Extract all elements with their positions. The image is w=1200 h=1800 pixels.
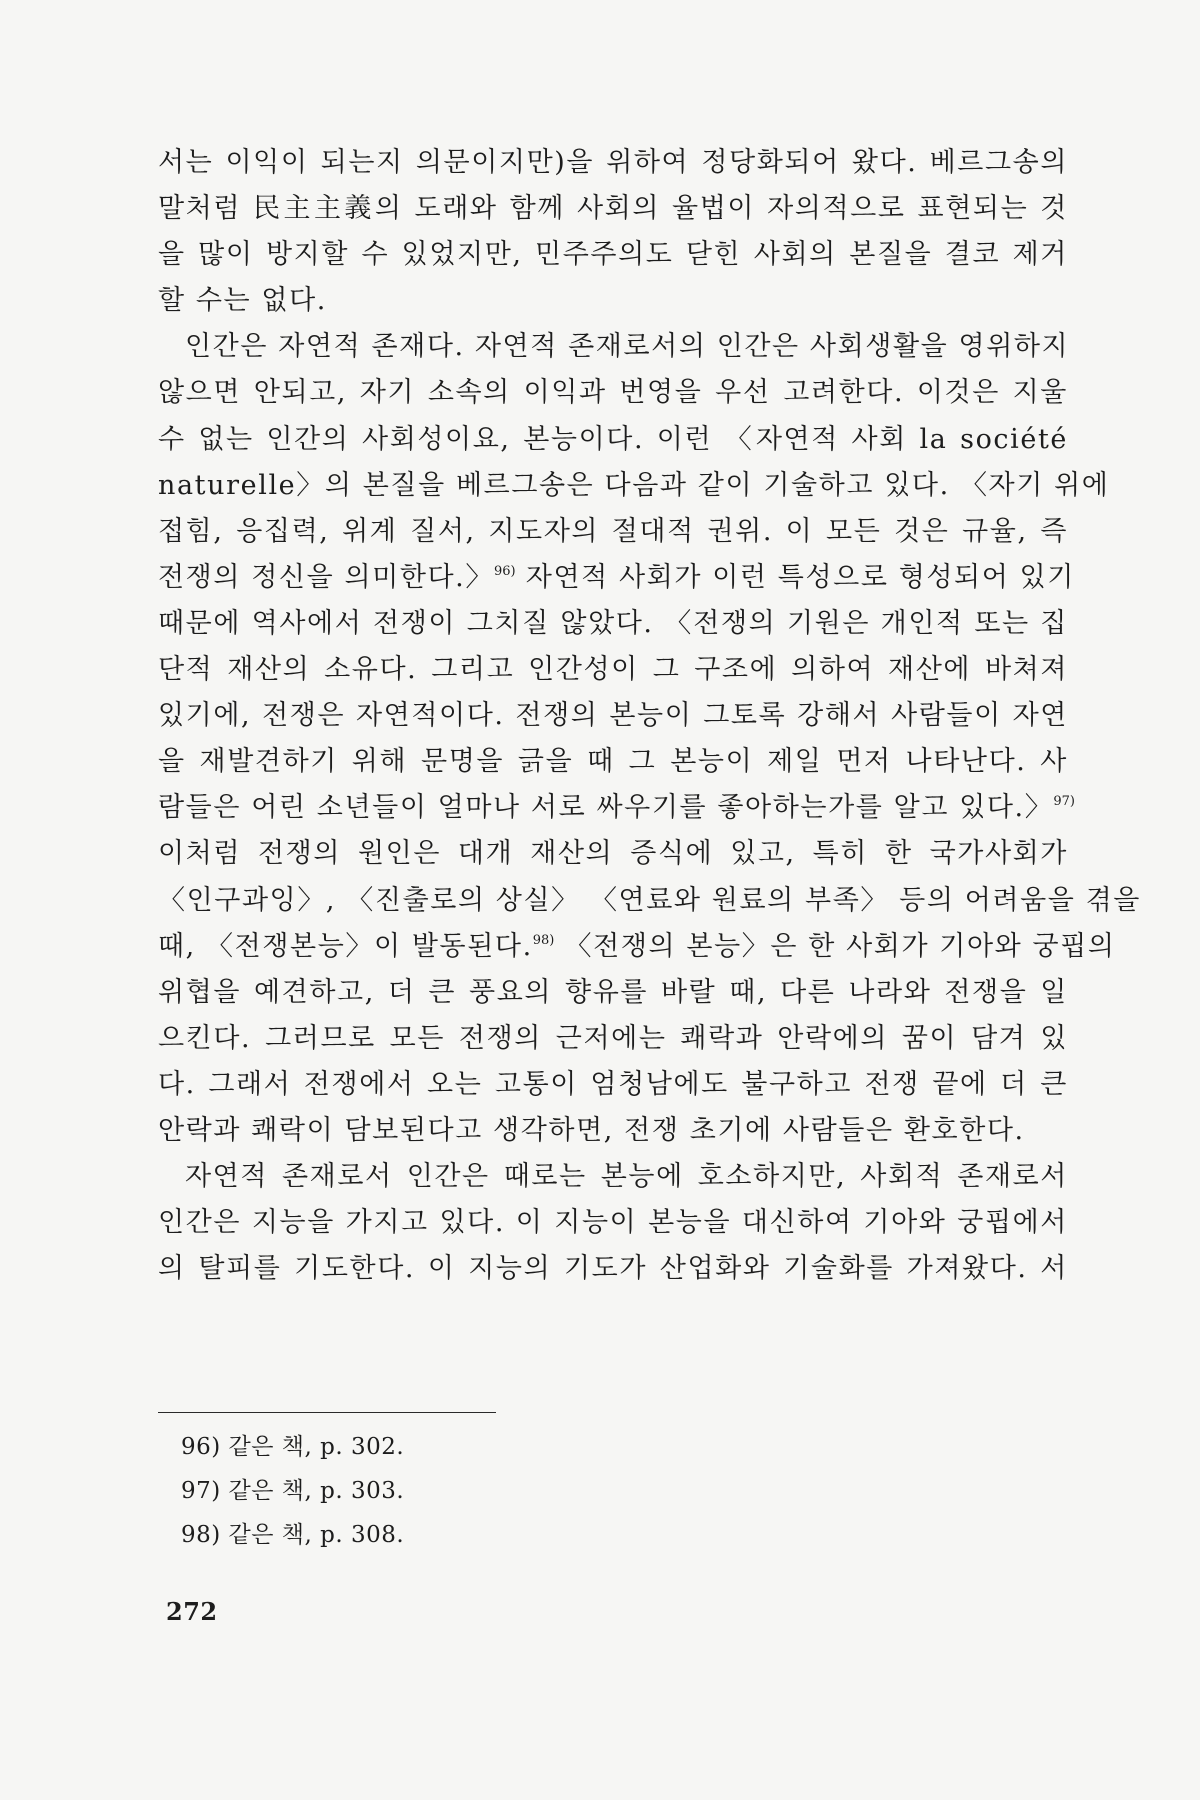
text-line: 을 재발견하기 위해 문명을 긁을 때 그 본능이 제일 먼저 나타난다. 사 bbox=[158, 746, 1068, 778]
text-line: 단적 재산의 소유다. 그리고 인간성이 그 구조에 의하여 재산에 바쳐져 bbox=[158, 654, 1068, 686]
text-line: 〈인구과잉〉, 〈진출로의 상실〉 〈연료와 원료의 부족〉 등의 어려움을 겪을 bbox=[158, 884, 1141, 916]
line-text: 때, 〈전쟁본능〉이 발동된다. bbox=[158, 930, 533, 962]
text-line: 다. 그래서 전쟁에서 오는 고통이 엄청남에도 불구하고 전쟁 끝에 더 큰 bbox=[158, 1068, 1068, 1100]
footnote: 96) 같은 책, p. 302. bbox=[181, 1434, 405, 1460]
text-line: 말처럼 民主主義의 도래와 함께 사회의 율법이 자의적으로 표현되는 것 bbox=[158, 193, 1068, 225]
text-line: 안락과 쾌락이 담보된다고 생각하면, 전쟁 초기에 사람들은 환호한다. bbox=[158, 1114, 1025, 1146]
text-line: 않으면 안되고, 자기 소속의 이익과 번영을 우선 고려한다. 이것은 지울 bbox=[158, 377, 1068, 409]
text-line: naturelle〉의 본질을 베르그송은 다음과 같이 기술하고 있다. 〈자기 위에 bbox=[158, 469, 1110, 501]
footnote-ref: 97) bbox=[1053, 794, 1075, 810]
text-line: 이처럼 전쟁의 원인은 대개 재산의 증식에 있고, 특히 한 국가사회가 bbox=[158, 838, 1068, 870]
footnote-ref: 96) bbox=[493, 563, 516, 579]
text-line: 인간은 자연적 존재다. 자연적 존재로서의 인간은 사회생활을 영위하지 bbox=[185, 331, 1070, 363]
text-line: 의 탈피를 기도한다. 이 지능의 기도가 산업화와 기술화를 가져왔다. 서 bbox=[158, 1253, 1068, 1285]
body-text bbox=[158, 140, 1141, 1292]
text-line: 위협을 예견하고, 더 큰 풍요의 향유를 바랄 때, 다른 나라와 전쟁을 일 bbox=[158, 976, 1068, 1008]
footnote: 97) 같은 책, p. 303. bbox=[181, 1478, 405, 1504]
footnote: 98) 같은 책, p. 308. bbox=[181, 1522, 405, 1548]
text-line bbox=[158, 785, 1075, 831]
footnote-divider bbox=[158, 1412, 496, 1413]
text-line: 접힘, 응집력, 위계 질서, 지도자의 절대적 권위. 이 모든 것은 규율, 즉 bbox=[158, 515, 1068, 547]
line-text: 전쟁의 정신을 의미한다.〉 bbox=[158, 561, 494, 593]
text-line: 서는 이익이 되는지 의문이지만)을 위하여 정당화되어 왔다. 베르그송의 bbox=[158, 147, 1068, 178]
text-line: 수 없는 인간의 사회성이요, 본능이다. 이런 〈자연적 사회 la société bbox=[158, 423, 1068, 455]
text-line: 있기에, 전쟁은 자연적이다. 전쟁의 본능이 그토록 강해서 사람들이 자연 bbox=[158, 700, 1068, 732]
text-line: 으킨다. 그러므로 모든 전쟁의 근저에는 쾌락과 안락에의 꿈이 담겨 있 bbox=[158, 1022, 1068, 1054]
page-number: 272 bbox=[166, 1597, 218, 1626]
line-text: 람들은 어린 소년들이 얼마나 서로 싸우기를 좋아하는가를 알고 있다.〉 bbox=[158, 792, 1054, 824]
line-text: 〈전쟁의 본능〉은 한 사회가 기아와 궁핍의 bbox=[554, 930, 1116, 962]
text-line: 자연적 존재로서 인간은 때로는 본능에 호소하지만, 사회적 존재로서 bbox=[185, 1161, 1068, 1193]
line-text: 자연적 사회가 이런 특성으로 형성되어 있기 bbox=[515, 561, 1075, 593]
text-line: 때문에 역사에서 전쟁이 그치질 않았다. 〈전쟁의 기원은 개인적 또는 집 bbox=[158, 607, 1068, 639]
footnotes bbox=[181, 1425, 404, 1557]
text-line bbox=[158, 924, 1116, 970]
text-line: 을 많이 방지할 수 있었지만, 민주주의도 닫힌 사회의 본질을 결코 제거 bbox=[158, 239, 1068, 271]
text-line: 인간은 지능을 가지고 있다. 이 지능이 본능을 대신하여 기아와 궁핍에서 bbox=[158, 1207, 1068, 1239]
footnote-ref: 98) bbox=[532, 932, 555, 948]
text-line bbox=[158, 555, 1075, 601]
text-line: 할 수는 없다. bbox=[158, 285, 327, 317]
